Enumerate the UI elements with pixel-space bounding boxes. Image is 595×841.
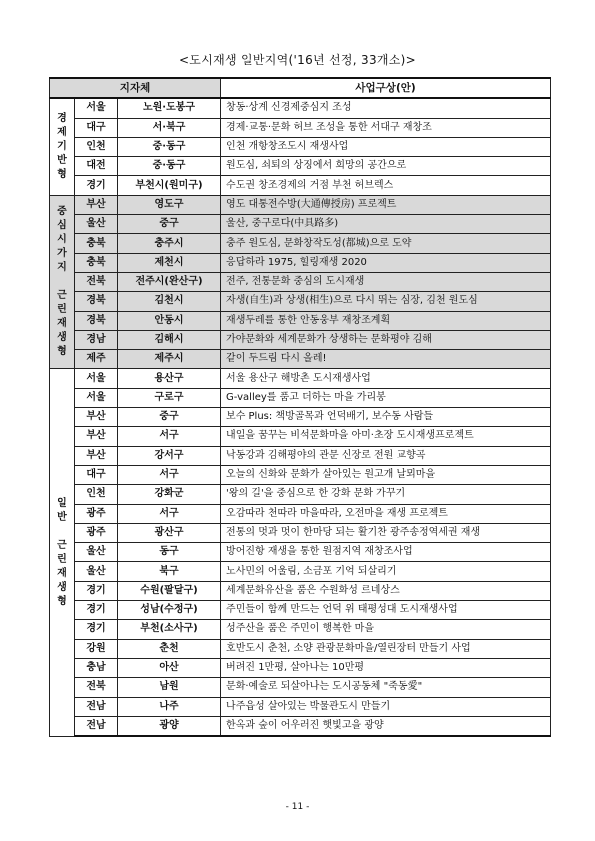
plan-cell: 창동·상계 신경제중심지 조성 bbox=[221, 98, 551, 118]
table-row bbox=[50, 581, 551, 600]
plan-cell: 방어진항 재생을 통한 원점지역 재창조사업 bbox=[221, 543, 551, 562]
region-cell: 대전 bbox=[75, 157, 118, 176]
city-cell: 춘천 bbox=[118, 639, 221, 658]
plan-cell: 오감따라 천따라 마을따라, 오전마을 재생 프로젝트 bbox=[221, 504, 551, 523]
city-cell: 수원(팔달구) bbox=[118, 581, 221, 600]
plan-cell: 오늘의 신화와 문화가 살아있는 원고개 날뫼마을 bbox=[221, 465, 551, 484]
plan-cell: 재생두레를 통한 안동웅부 재창조계획 bbox=[221, 311, 551, 330]
project-type-char: 심 bbox=[57, 220, 67, 232]
group-economic-base bbox=[50, 98, 551, 195]
plan-cell: 주민들이 함께 만드는 언덕 위 태평성대 도시재생사업 bbox=[221, 601, 551, 620]
project-type-label bbox=[50, 369, 75, 736]
header-local-gov: 지자체 bbox=[50, 78, 221, 98]
plan-cell: 전통의 멋과 멋이 한마당 되는 활기찬 광주송정역세권 재생 bbox=[221, 523, 551, 542]
plan-cell: '왕의 길'을 중심으로 한 강화 문화 가꾸기 bbox=[221, 485, 551, 504]
project-type-char: 근 bbox=[57, 290, 67, 302]
plan-cell: 충주 원도심, 문화창작도성(都城)으로 도약 bbox=[221, 234, 551, 253]
city-cell: 제천시 bbox=[118, 253, 221, 272]
city-cell: 중구 bbox=[118, 215, 221, 234]
project-type-char: 반 bbox=[57, 155, 67, 167]
plan-cell: 인천 개항창조도시 재생사업 bbox=[221, 137, 551, 156]
region-cell: 서울 bbox=[75, 369, 118, 388]
project-type-char: 생 bbox=[57, 581, 67, 593]
plan-cell: 세계문화유산을 품은 수원화성 르네상스 bbox=[221, 581, 551, 600]
city-cell: 서구 bbox=[118, 427, 221, 446]
city-cell: 동구 bbox=[118, 543, 221, 562]
table-title: <도시재생 일반지역('16년 선정, 33개소)> bbox=[178, 53, 417, 67]
plan-cell: 울산, 중구로다(中具路多) bbox=[221, 215, 551, 234]
project-type-char: 제 bbox=[57, 127, 67, 139]
table-row bbox=[50, 98, 551, 118]
table-row bbox=[50, 330, 551, 349]
table-row bbox=[50, 523, 551, 542]
table-row bbox=[50, 388, 551, 407]
city-cell: 부천(소사구) bbox=[118, 620, 221, 639]
city-cell: 성남(수정구) bbox=[118, 601, 221, 620]
plan-cell: G-valley를 품고 더하는 마을 가리봉 bbox=[221, 388, 551, 407]
region-cell: 울산 bbox=[75, 215, 118, 234]
region-cell: 광주 bbox=[75, 504, 118, 523]
city-cell: 광양 bbox=[118, 716, 221, 736]
plan-cell: 전주, 전통문화 중심의 도시재생 bbox=[221, 272, 551, 291]
project-type-char bbox=[50, 275, 74, 289]
region-cell: 경기 bbox=[75, 620, 118, 639]
region-cell: 전북 bbox=[75, 678, 118, 697]
region-cell: 서울 bbox=[75, 388, 118, 407]
table-row bbox=[50, 543, 551, 562]
region-cell: 인천 bbox=[75, 485, 118, 504]
plan-cell: 보수 Plus: 책방골목과 언덕배기, 보수동 사람들 bbox=[221, 408, 551, 427]
plan-cell: 수도권 창조경제의 거점 부천 허브렉스 bbox=[221, 176, 551, 195]
group-general-neighborhood bbox=[50, 369, 551, 736]
project-type-label bbox=[50, 195, 75, 369]
region-cell: 경기 bbox=[75, 581, 118, 600]
table-row bbox=[50, 292, 551, 311]
city-cell: 강서구 bbox=[118, 446, 221, 465]
region-cell: 경북 bbox=[75, 311, 118, 330]
city-cell: 남원 bbox=[118, 678, 221, 697]
city-cell: 서구 bbox=[118, 465, 221, 484]
city-cell: 충주시 bbox=[118, 234, 221, 253]
page-number: - 11 - bbox=[285, 802, 310, 812]
table-row bbox=[50, 195, 551, 214]
city-cell: 영도구 bbox=[118, 195, 221, 214]
table-row bbox=[50, 157, 551, 176]
table-header-row bbox=[50, 78, 551, 98]
city-cell: 중·동구 bbox=[118, 137, 221, 156]
project-type-char: 일 bbox=[57, 497, 67, 509]
city-cell: 강화군 bbox=[118, 485, 221, 504]
city-cell: 용산구 bbox=[118, 369, 221, 388]
plan-cell: 가야문화와 세계문화가 상생하는 문화평야 김해 bbox=[221, 330, 551, 349]
plan-cell: 한옥과 숲이 어우러진 햇빛고을 광양 bbox=[221, 716, 551, 736]
plan-cell: 내일을 꿈꾸는 비석문화마을 아미·초장 도시재생프로젝트 bbox=[221, 427, 551, 446]
region-cell: 대구 bbox=[75, 465, 118, 484]
project-type-label bbox=[50, 98, 75, 195]
table-row bbox=[50, 427, 551, 446]
urban-regeneration-table bbox=[49, 77, 551, 737]
region-cell: 강원 bbox=[75, 639, 118, 658]
project-type-char: 형 bbox=[57, 595, 67, 607]
plan-cell: 자생(自生)과 상생(相生)으로 다시 뛰는 심장, 김천 원도심 bbox=[221, 292, 551, 311]
table-row bbox=[50, 620, 551, 639]
table-row bbox=[50, 446, 551, 465]
plan-cell: 호반도시 춘천, 소양 관광문화마을/열린장터 만들기 사업 bbox=[221, 639, 551, 658]
project-type-char: 경 bbox=[57, 113, 67, 125]
project-type-char: 중 bbox=[57, 206, 67, 218]
city-cell: 광산구 bbox=[118, 523, 221, 542]
city-cell: 안동시 bbox=[118, 311, 221, 330]
table-row bbox=[50, 369, 551, 388]
region-cell: 충북 bbox=[75, 234, 118, 253]
table-row bbox=[50, 504, 551, 523]
region-cell: 부산 bbox=[75, 446, 118, 465]
table-row bbox=[50, 215, 551, 234]
table-row bbox=[50, 234, 551, 253]
city-cell: 노원·도봉구 bbox=[118, 98, 221, 118]
plan-cell: 경제·교통·문화 허브 조성을 통한 서대구 재창조 bbox=[221, 118, 551, 137]
table-row bbox=[50, 408, 551, 427]
plan-cell: 응답하라 1975, 힐링재생 2020 bbox=[221, 253, 551, 272]
region-cell: 울산 bbox=[75, 543, 118, 562]
city-cell: 서구 bbox=[118, 504, 221, 523]
plan-cell: 나주읍성 살아있는 박물관도시 만들기 bbox=[221, 697, 551, 716]
region-cell: 인천 bbox=[75, 137, 118, 156]
region-cell: 경남 bbox=[75, 330, 118, 349]
plan-cell: 같이 두드림 다시 올레! bbox=[221, 350, 551, 369]
city-cell: 김해시 bbox=[118, 330, 221, 349]
region-cell: 경기 bbox=[75, 601, 118, 620]
group-central-neighborhood bbox=[50, 195, 551, 369]
region-cell: 대구 bbox=[75, 118, 118, 137]
project-type-char: 기 bbox=[57, 141, 67, 153]
table-row bbox=[50, 176, 551, 195]
city-cell: 서·북구 bbox=[118, 118, 221, 137]
city-cell: 나주 bbox=[118, 697, 221, 716]
plan-cell: 노사민의 어울림, 소금포 기억 되살리기 bbox=[221, 562, 551, 581]
region-cell: 부산 bbox=[75, 408, 118, 427]
region-cell: 제주 bbox=[75, 350, 118, 369]
project-type-char: 형 bbox=[57, 346, 67, 358]
table-row bbox=[50, 678, 551, 697]
plan-cell: 버려진 1만평, 살아나는 10만평 bbox=[221, 658, 551, 677]
table-row bbox=[50, 272, 551, 291]
city-cell: 중구 bbox=[118, 408, 221, 427]
project-type-char: 지 bbox=[57, 262, 67, 274]
project-type-char: 재 bbox=[57, 318, 67, 330]
table-row bbox=[50, 350, 551, 369]
plan-cell: 원도심, 쇠퇴의 상징에서 희망의 공간으로 bbox=[221, 157, 551, 176]
project-type-char: 재 bbox=[57, 567, 67, 579]
table-row bbox=[50, 118, 551, 137]
table-row bbox=[50, 716, 551, 736]
table-row bbox=[50, 311, 551, 330]
header-project-plan: 사업구상(안) bbox=[221, 78, 551, 98]
city-cell: 김천시 bbox=[118, 292, 221, 311]
plan-cell: 영도 대통전수방(大通傳授房) 프로젝트 bbox=[221, 195, 551, 214]
project-type-char bbox=[50, 525, 74, 539]
region-cell: 전남 bbox=[75, 716, 118, 736]
region-cell: 광주 bbox=[75, 523, 118, 542]
region-cell: 전북 bbox=[75, 272, 118, 291]
table-row bbox=[50, 562, 551, 581]
city-cell: 북구 bbox=[118, 562, 221, 581]
project-type-char: 생 bbox=[57, 332, 67, 344]
project-type-char: 형 bbox=[57, 169, 67, 181]
table-row bbox=[50, 253, 551, 272]
plan-cell: 낙동강과 김해평야의 관문 신장로 전원 교향곡 bbox=[221, 446, 551, 465]
plan-cell: 서울 용산구 해방촌 도시재생사업 bbox=[221, 369, 551, 388]
table-row bbox=[50, 658, 551, 677]
region-cell: 울산 bbox=[75, 562, 118, 581]
region-cell: 경기 bbox=[75, 176, 118, 195]
region-cell: 서울 bbox=[75, 98, 118, 118]
plan-cell: 성주산을 품은 주민이 행복한 마을 bbox=[221, 620, 551, 639]
region-cell: 충북 bbox=[75, 253, 118, 272]
project-type-char: 근 bbox=[57, 539, 67, 551]
table-row bbox=[50, 485, 551, 504]
region-cell: 전남 bbox=[75, 697, 118, 716]
table-row bbox=[50, 137, 551, 156]
region-cell: 경북 bbox=[75, 292, 118, 311]
table-row bbox=[50, 601, 551, 620]
project-type-char: 시 bbox=[57, 234, 67, 246]
plan-cell: 문화·예술로 되살아나는 도시공동체 "죽동愛" bbox=[221, 678, 551, 697]
project-type-char: 린 bbox=[57, 304, 67, 316]
city-cell: 제주시 bbox=[118, 350, 221, 369]
region-cell: 부산 bbox=[75, 195, 118, 214]
table-row bbox=[50, 465, 551, 484]
region-cell: 충남 bbox=[75, 658, 118, 677]
project-type-char: 반 bbox=[57, 511, 67, 523]
region-cell: 부산 bbox=[75, 427, 118, 446]
city-cell: 중·동구 bbox=[118, 157, 221, 176]
project-type-char: 가 bbox=[57, 248, 67, 260]
city-cell: 구로구 bbox=[118, 388, 221, 407]
project-type-char: 린 bbox=[57, 553, 67, 565]
table-row bbox=[50, 697, 551, 716]
city-cell: 부천시(원미구) bbox=[118, 176, 221, 195]
table-row bbox=[50, 639, 551, 658]
city-cell: 전주시(완산구) bbox=[118, 272, 221, 291]
city-cell: 아산 bbox=[118, 658, 221, 677]
